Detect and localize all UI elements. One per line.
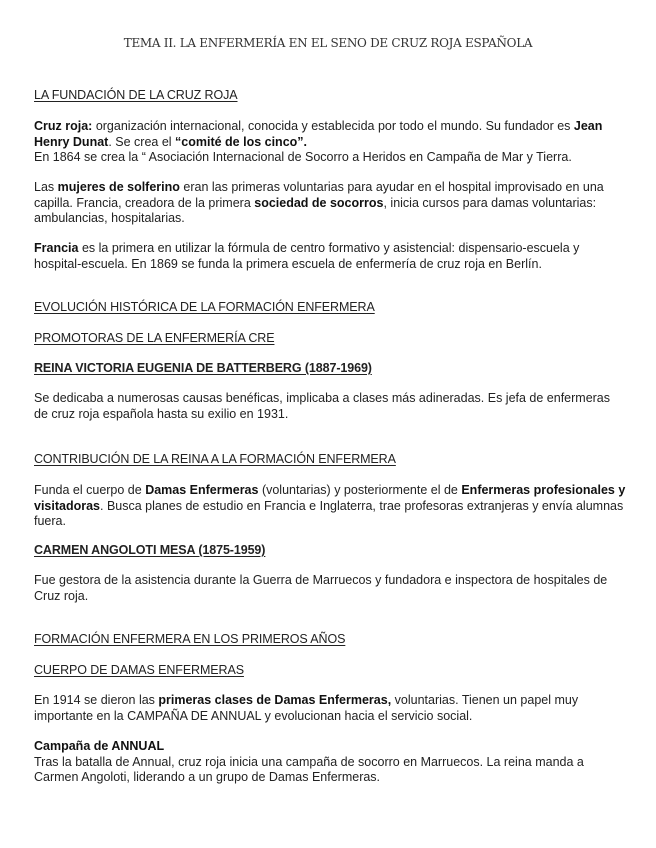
text: eran las primeras voluntarias para ayudar en el hospital improvisado en una capilla. Francia, creadora de la primera (34, 180, 604, 210)
heading-contribucion: CONTRIBUCIÓN DE LA REINA A LA FORMACIÓN ENFERMERA (34, 452, 396, 466)
term-damas-enfermeras: Damas Enfermeras (145, 483, 259, 497)
heading-evolucion: EVOLUCIÓN HISTÓRICA DE LA FORMACIÓN ENFERMERA (34, 300, 375, 314)
paragraph-francia (34, 241, 626, 272)
subheading-cuerpo-damas: CUERPO DE DAMAS ENFERMERAS (34, 663, 244, 677)
heading-carmen-angoloti: CARMEN ANGOLOTI MESA (1875-1959) (34, 543, 266, 557)
text: (voluntarias) y posteriormente el de (258, 483, 462, 497)
paragraph-1914 (34, 693, 626, 724)
term-mujeres-solferino: mujeres de solferino (57, 180, 180, 194)
heading-reina-victoria: REINA VICTORIA EUGENIA DE BATTERBERG (1887-1969) (34, 361, 372, 375)
term-enfermeras-profesionales: Enfermeras profesionales y visitadoras (34, 483, 626, 513)
text: es la primera en utilizar la fórmula de centro formativo y asistencial: dispensario-escuela y hospital-escuela. En 1869 se funda la primera escuela de enfermería de cruz roja en Berlín. (34, 241, 580, 271)
term-cruz-roja: Cruz roja: (34, 119, 93, 133)
heading-formacion: FORMACIÓN ENFERMERA EN LOS PRIMEROS AÑOS (34, 632, 346, 646)
term-sociedad-socorros: sociedad de socorros (254, 195, 384, 210)
annual-text: Tras la batalla de Annual, cruz roja inicia una campaña de socorro en Marruecos. La reina manda a Carmen Angoloti, liderando a un grupo de Damas Enfermeras. (34, 754, 584, 784)
term-primeras-clases: primeras clases de Damas Enfermeras, (158, 693, 392, 707)
text: , inicia cursos para damas voluntarias: ambulancias, hospitalarias. (34, 195, 597, 225)
term-francia: Francia (34, 241, 79, 255)
paragraph-contribucion (34, 483, 626, 530)
paragraph-cruz-roja (34, 119, 626, 166)
heading-fundacion: LA FUNDACIÓN DE LA CRUZ ROJA (34, 88, 238, 102)
subheading-promotoras: PROMOTORAS DE LA ENFERMERÍA CRE (34, 331, 275, 345)
text: Las (34, 180, 58, 194)
paragraph-solferino (34, 180, 626, 227)
paragraph-annual (34, 739, 626, 786)
text: voluntarias. Tienen un papel muy importante en la CAMPAÑA DE ANNUAL y evolucionan hacia el servicio social. (34, 693, 579, 723)
text: Funda el cuerpo de (34, 483, 146, 497)
text: . Busca planes de estudio en Francia e Inglaterra, trae profesoras extranjeras y envía alumnas fuera. (34, 498, 624, 528)
text: . Se crea el (108, 134, 176, 149)
heading-campana-annual: Campaña de ANNUAL (34, 739, 165, 753)
paragraph-reina: Se dedicaba a numerosas causas benéficas, implicaba a clases más adineradas. Es jefa de enfermeras de cruz roja española hasta su exilio en 1931. (34, 391, 611, 421)
paragraph-carmen: Fue gestora de la asistencia durante la Guerra de Marruecos y fundadora e inspectora de hospitales de Cruz roja. (34, 573, 608, 603)
text: En 1914 se dieron las (34, 693, 159, 707)
page-title: TEMA II. LA ENFERMERÍA EN EL SENO DE CRUZ ROJA ESPAÑOLA (123, 36, 533, 50)
text: organización internacional, conocida y establecida por todo el mundo. Su fundador es (92, 119, 574, 133)
term-comite: “comité de los cinco”. (175, 134, 308, 149)
term-founder: Jean Henry Dunat (34, 119, 603, 149)
paragraph-1864: En 1864 se crea la “ Asociación Internacional de Socorro a Heridos en Campaña de Mar y Tierra. (34, 150, 572, 164)
